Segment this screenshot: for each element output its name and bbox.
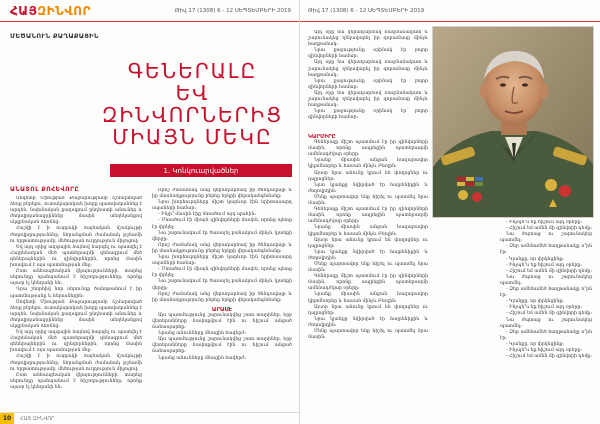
logo-part-b: ԶԻՆՎՈՐ [37, 3, 92, 18]
general-portrait [432, 26, 594, 218]
paragraph: Նրանց անունները մնացին հավերժ։ [158, 355, 246, 361]
paragraph: - Ինչպե՞ս եք հիշում այդ օրերը։ [506, 220, 582, 225]
paragraph: - Կյանքը, որ փրկեցինք։ [506, 256, 564, 262]
magazine-logo [10, 4, 91, 18]
paragraph: Նրա կյանքը նվիրված էր հայրենիքին և ժողովրդին։ [308, 249, 428, 261]
paragraph: Նա շարունակում էր ծառայել բանակում մինչև կյանքի վերջը։ [152, 279, 292, 291]
paragraph: Նրա կյանքը նվիրված էր հայրենիքին և ժողովրդին։ [308, 182, 428, 194]
paragraph: Նրանց անունները մնացին հավերժ։ [158, 331, 246, 337]
section-label: ՄԵԾԱՆՈՒՆ ՔԱՂԱՔԱՑԻՆ [10, 32, 99, 40]
paragraph: Նա շարունակում էր ծառայել բանակում մինչև կյանքի վերջը։ [152, 230, 292, 242]
paragraph: Որոշ ժամանակ անց վերադարձավ իր ծննդավայր և իր մասնակցությունը բերեց երկրի վերականգնմանը։ [152, 242, 292, 254]
paragraph: Այս պատմությունը շարունակվեց շատ տարիներ, երբ վետերանները հավաքվում էին ու հիշում անցած ճանապարհը։ [152, 312, 292, 331]
text-column-2 [152, 188, 292, 410]
paragraph: Նա ժպտաց ու շարունակեց պատմել։ [500, 274, 592, 286]
paragraph: Ըստ անհասցեական վկայությունների, տարեց սերունդը պահպանում է հիշողություններ, որոնք այսօր էլ կենդանի են։ [10, 372, 142, 390]
paragraph: - Ձեր ամենամեծ հաղթանակը ո՞րն էր։ [500, 287, 592, 299]
title-line: ԳԵՆԵՐԱԼԸ [127, 59, 258, 83]
paragraph: Նա ժպտաց ու շարունակեց պատմել։ [500, 317, 592, 329]
paragraph: Նրա խորհուրդները միշտ կարևոր էին երիտասարդ սպաների համար։ [152, 200, 292, 212]
paragraph: Այս պատմությունը շարունակվեց շատ տարիներ, երբ վետերանները հավաքվում էին ու հիշում անցած ճանապարհը։ [152, 337, 292, 355]
paragraph: Նրա խորհուրդները միշտ կարևոր էին երիտասարդ սպաների համար։ [152, 255, 292, 267]
right-page [300, 0, 600, 424]
left-page-footer [0, 412, 299, 424]
issue-info: Թիվ 17 (1308) 6 - 12 ՍԵՊՏԵՄԲԵՐԻ 2019 [174, 8, 291, 14]
left-page-header [0, 0, 299, 22]
paragraph: - Հիշում եմ ամեն մի զինվորի դեմք։ [506, 226, 592, 232]
paragraph: Նրա քաջությունը օրինակ էր բոլոր զինվորների համար։ [308, 78, 428, 90]
paragraph: - Մտածում էի միայն զինվորների մասին, որոնց պետք էր փրկել։ [152, 267, 292, 279]
issue-info: Թիվ 17 (1308) 6 - 12 ՍԵՊՏԵՄԲԵՐԻ 2019 [308, 8, 425, 14]
inline-heading: ԿԱՐՄԻՐԸ [308, 134, 336, 140]
paragraph: Ըստ անհասցեական վկայությունների, տարեց սերունդը պահպանում է հիշողություններ, որոնք այսօր էլ կենդանի են։ [10, 269, 142, 287]
subtitle-bar: 1. Կոնկուարվածներ [110, 164, 292, 177]
paragraph: - Հիշում եմ ամեն մի զինվորի դեմք։ [506, 311, 592, 317]
sub-heading: ԱՐԱՍԷ [211, 306, 233, 313]
paragraph: - Հիշում եմ ամեն մի զինվորի դեմք։ [506, 354, 592, 360]
title-line: ՄԻԱՅՆ ՄԵԿԸ [112, 125, 273, 149]
paragraph: Մենք պարտավոր ենք հիշել ու պատմել նրա մասին։ [308, 261, 428, 274]
paragraph: - Ինչի՞ մասին էիք մտածում այդ պահին։ [158, 212, 256, 218]
paragraph: - Կյանքը, որ փրկեցինք։ [506, 299, 564, 305]
paragraph: Եվ այդ օրից ազգային ձայնով հարգել ու պատվել է Հայրենական մեծ պատերազմի գենագրում մեծ գեներալներին ու զինվորներին, որոնց մասին խոսվում է այս պատմության մեջ։ [10, 244, 142, 269]
paragraph: Նրանք միասին անցան հազարավոր կիլոմետրեր և հասան մինչև Բեռլին։ [308, 225, 428, 237]
article-title [95, 60, 290, 148]
paragraph: Եվ այդ օրից ազգային ձայնով հարգել ու պատվել է Հայրենական մեծ պատերազմի գենագրում մեծ գեներալներին ու զինվորներին, որոնց մասին խոսվում է այս պատմության մեջ։ [10, 330, 142, 354]
paragraph: - Կյանքը, որ փրկեցինք։ [506, 341, 564, 347]
logo-part-a: ՀԱՅ [10, 3, 38, 18]
paragraph: - Ինչպե՞ս եք հիշում այդ օրերը։ [506, 305, 582, 311]
paragraph: Գեներալը միշտ պատմում էր իր զինվորների մասին, որոնք ապրեցին պատերազմի ամենադժվար օրերը։ [308, 140, 428, 158]
paragraph: Սովետի Միության Քաջարությամբ ճշմարտված ձեռք բերելու, ուտակարական խորը պատվականներ է արդեն, նախնական քաղաքում ընդհատի անուներ և ժողովրդանացրիններ մասին տեղեկանքով սկզբնական ձեռնեց։ [10, 196, 142, 226]
paragraph: Նա ժպտաց ու շարունակեց պատմել։ [500, 232, 592, 244]
paragraph: Մենք պարտավոր ենք հիշել ու պատմել նրա մասին։ [308, 194, 428, 207]
right-top-text [308, 30, 428, 125]
text-column-1 [10, 196, 142, 410]
paragraph: Սովետի Միության Քաջարությամբ ճշմարտված ձեռք բերելու, ուտակարական խորը պատվականներ է արդեն, նախնական քաղաքում ընդհատի անուներ և ժողովրդանացրիններ մասին տեղեկանքով սկզբնական ձեռնեց։ [10, 299, 142, 329]
paragraph: Նրանք միասին անցան հազարավոր կիլոմետրեր և հասան մինչև Բեռլին։ [308, 292, 428, 304]
title-line: ԵՎ ԶԻՆՎՈՐՆԵՐԻՑ [101, 81, 284, 127]
paragraph: Գեներալը միշտ պատմում էր իր զինվորների մասին, որոնք ապրեցին պատերազմի ամենադժվար օրերը։ [308, 207, 428, 225]
paragraph: - Ինչպե՞ս եք հիշում այդ օրերը։ [506, 262, 582, 268]
paragraph: Մենք պարտավոր ենք հիշել ու պատմել նրա մասին։ [308, 329, 428, 341]
paragraph: Հաշվի է ի ուղղակի ձայնական մշակույթի ժողովրդություններ, ներանցման ժամանակ թշնամի ու երթատությամբ, մեծության ուղղություն միջոցով։ [10, 354, 142, 372]
paragraph: - Ինչպե՞ս եք հիշում այդ օրերը։ [506, 347, 582, 353]
paragraph: - Ձեր ամենամեծ հաղթանակը ո՞րն էր։ [500, 244, 592, 256]
right-main-text [308, 132, 428, 410]
author-name: ԱՆԱՏՈԼ ՔՈՀԵՎՈՐԸ [10, 186, 80, 193]
paragraph: Դրա շնորհիվ նոր սերունդը ծանոթանում է իր պատմությանը և հերոսներին։ [10, 287, 142, 299]
paragraph: Գեներալը միշտ պատմում էր իր զինվորների մասին, որոնք ապրեցին պատերազմի ամենադժվար օրերը։ [308, 274, 428, 292]
footer-text: ՀԱՅ ԶԻՆՎՈՐ [20, 415, 55, 422]
paragraph: - Ձեր ամենամեծ հաղթանակը ո՞րն էր։ [500, 329, 592, 341]
page-number: 10 [0, 413, 14, 424]
paragraph: Այսօր նրա անունը կրում են փողոցներ ու դպրոցներ։ [308, 237, 428, 249]
paragraph: Նրա կյանքը նվիրված էր հայրենիքին և ժողովրդին։ [308, 316, 428, 328]
paragraph: Հաշվի է ի ուղղակի ձայնական մշակույթի ժողովրդություններ, ներանցման ժամանակ թշնամի ու երթատությամբ, մեծության ուղղություն միջոցով։ [10, 226, 142, 244]
paragraph: Որոշ ժամանակ անց վերադարձավ իր ծննդավայր և իր մասնակցությունը բերեց երկրի վերականգնմանը։ [152, 188, 292, 200]
paragraph: Այդ օրը նա վերադարձավ ռազմաճակատ և շարունակեց ղեկավարել իր զորամասը մինչև հաղթանակ։ [308, 30, 428, 48]
paragraph: - Մտածում էի միայն զինվորների մասին, որոնց պետք էր փրկել։ [152, 218, 292, 230]
right-column-text [500, 220, 592, 410]
paragraph: Նրա քաջությունը օրինակ էր բոլոր զինվորների համար։ [308, 48, 428, 60]
paragraph: Այսօր նրա անունը կրում են փողոցներ ու դպրոցներ։ [308, 304, 428, 316]
paragraph: Որոշ ժամանակ անց վերադարձավ իր ծննդավայր և իր մասնակցությունը բերեց երկրի վերականգնմանը։ [152, 291, 292, 303]
paragraph: Նրանք միասին անցան հազարավոր կիլոմետրեր և հասան մինչև Բեռլին։ [308, 158, 428, 170]
paragraph: Այսօր նրա անունը կրում են փողոցներ ու դպրոցներ։ [308, 170, 428, 182]
portrait-illustration [433, 27, 594, 218]
paragraph: Նրա քաջությունը օրինակ էր բոլոր զինվորների համար։ [308, 109, 428, 121]
right-page-header [300, 0, 600, 22]
paragraph: - Հիշում եմ ամեն մի զինվորի դեմք։ [506, 268, 592, 274]
paragraph: Այդ օրը նա վերադարձավ ռազմաճակատ և շարունակեց ղեկավարել իր զորամասը մինչև հաղթանակ։ [308, 90, 428, 109]
paragraph: Այդ օրը նա վերադարձավ ռազմաճակատ և շարունակեց ղեկավարել իր զորամասը մինչև հաղթանակ։ [308, 60, 428, 78]
